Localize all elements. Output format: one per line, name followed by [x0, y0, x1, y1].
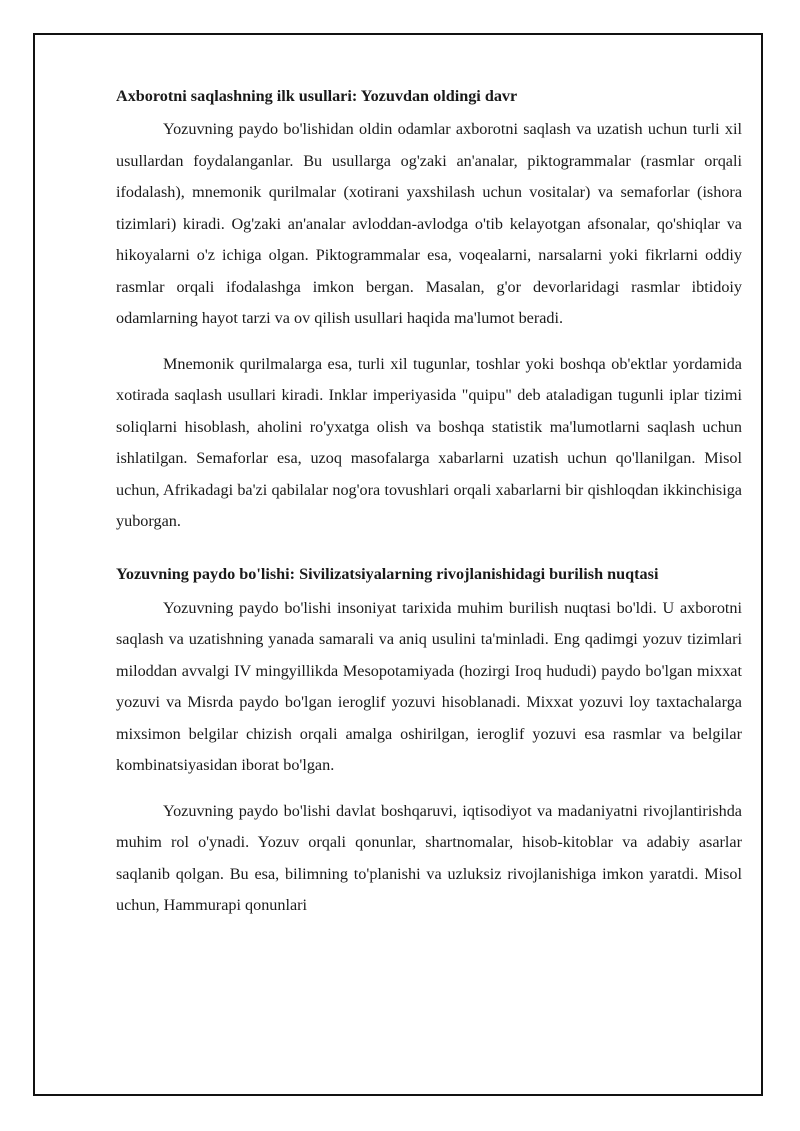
paragraph-writing-role: Yozuvning paydo bo'lishi davlat boshqaruvi, iqtisodiyot va madaniyatni rivojlantirishda muhim rol o'ynadi. Yozuv orqali qonunlar, shartnomalar, hisob-kitoblar va adabiy asarlar saqlanib qolgan. Bu esa, bilimning to'planishi va uzluksiz rivojlanishiga imkon yaratdi. Misol uchun, Hammurapi qonunlari: [116, 801, 742, 914]
paragraph-writing-origin: Yozuvning paydo bo'lishi insoniyat tarixida muhim burilish nuqtasi bo'ldi. U axborotni saqlash va uzatishning yanada samarali va aniq usulini ta'minladi. Eng qadimgi yozuv tizimlari miloddan avvalgi IV mingyillikda Mesopotamiyada (hozirgi Iroq hududi) paydo bo'lgan mixxat yozuvi va Misrda paydo bo'lgan ieroglif yozuvi hisoblanadi. Mixxat yozuvi loy taxtachalarga mixsimon belgilar chizish orqali amalga oshirilgan, ieroglif yozuvi esa rasmlar va belgilar kombinatsiyasidan iborat bo'lgan.: [116, 598, 742, 774]
paragraph-prewriting-methods: Yozuvning paydo bo'lishidan oldin odamlar axborotni saqlash va uzatish uchun turli xil usullardan foydalanganlar. Bu usullarga og'zaki an'analar, piktogrammalar (rasmlar orqali ifodalash), mnemonik qurilmalar (xotirani yaxshilash uchun vositalar) va semaforlar (ishora tizimlari) kiradi. Og'zaki an'analar avloddan-avlodga o'tib kelayotgan afsonalar, qo'shiqlar va hikoyalarni o'z ichiga olgan. Piktogrammalar esa, voqealarni, narsalarni yoki fikrlarni oddiy rasmlar orqali ifodalashga imkon bergan. Masalan, g'or devorlaridagi rasmlar ibtidoiy odamlarning hayot tarzi va ov qilish usullari haqida ma'lumot beradi.: [116, 120, 742, 327]
document-body: [116, 84, 742, 922]
section-heading-writing-origin: Yozuvning paydo bo'lishi: Sivilizatsiyalarning rivojlanishidagi burilish nuqtasi: [116, 564, 659, 583]
paragraph-mnemonic-devices: Mnemonik qurilmalarga esa, turli xil tugunlar, toshlar yoki boshqa ob'ektlar yordamida xotirada saqlash usullari kiradi. Inklar imperiyasida "quipu" deb ataladigan tugunli iplar tizimi soliqlarni hisoblash, aholini ro'yxatga olish va boshqa statistik ma'lumotlarni saqlash uchun ishlatilgan. Semaforlar esa, uzoq masofalarga xabarlarni uzatish uchun qo'llanilgan. Misol uchun, Afrikadagi ba'zi qabilalar nog'ora tovushlari orqali xabarlarni bir qishloqdan ikkinchisiga yuborgan.: [116, 354, 742, 530]
section-heading-prewriting: Axborotni saqlashning ilk usullari: Yozuvdan oldingi davr: [116, 87, 518, 105]
